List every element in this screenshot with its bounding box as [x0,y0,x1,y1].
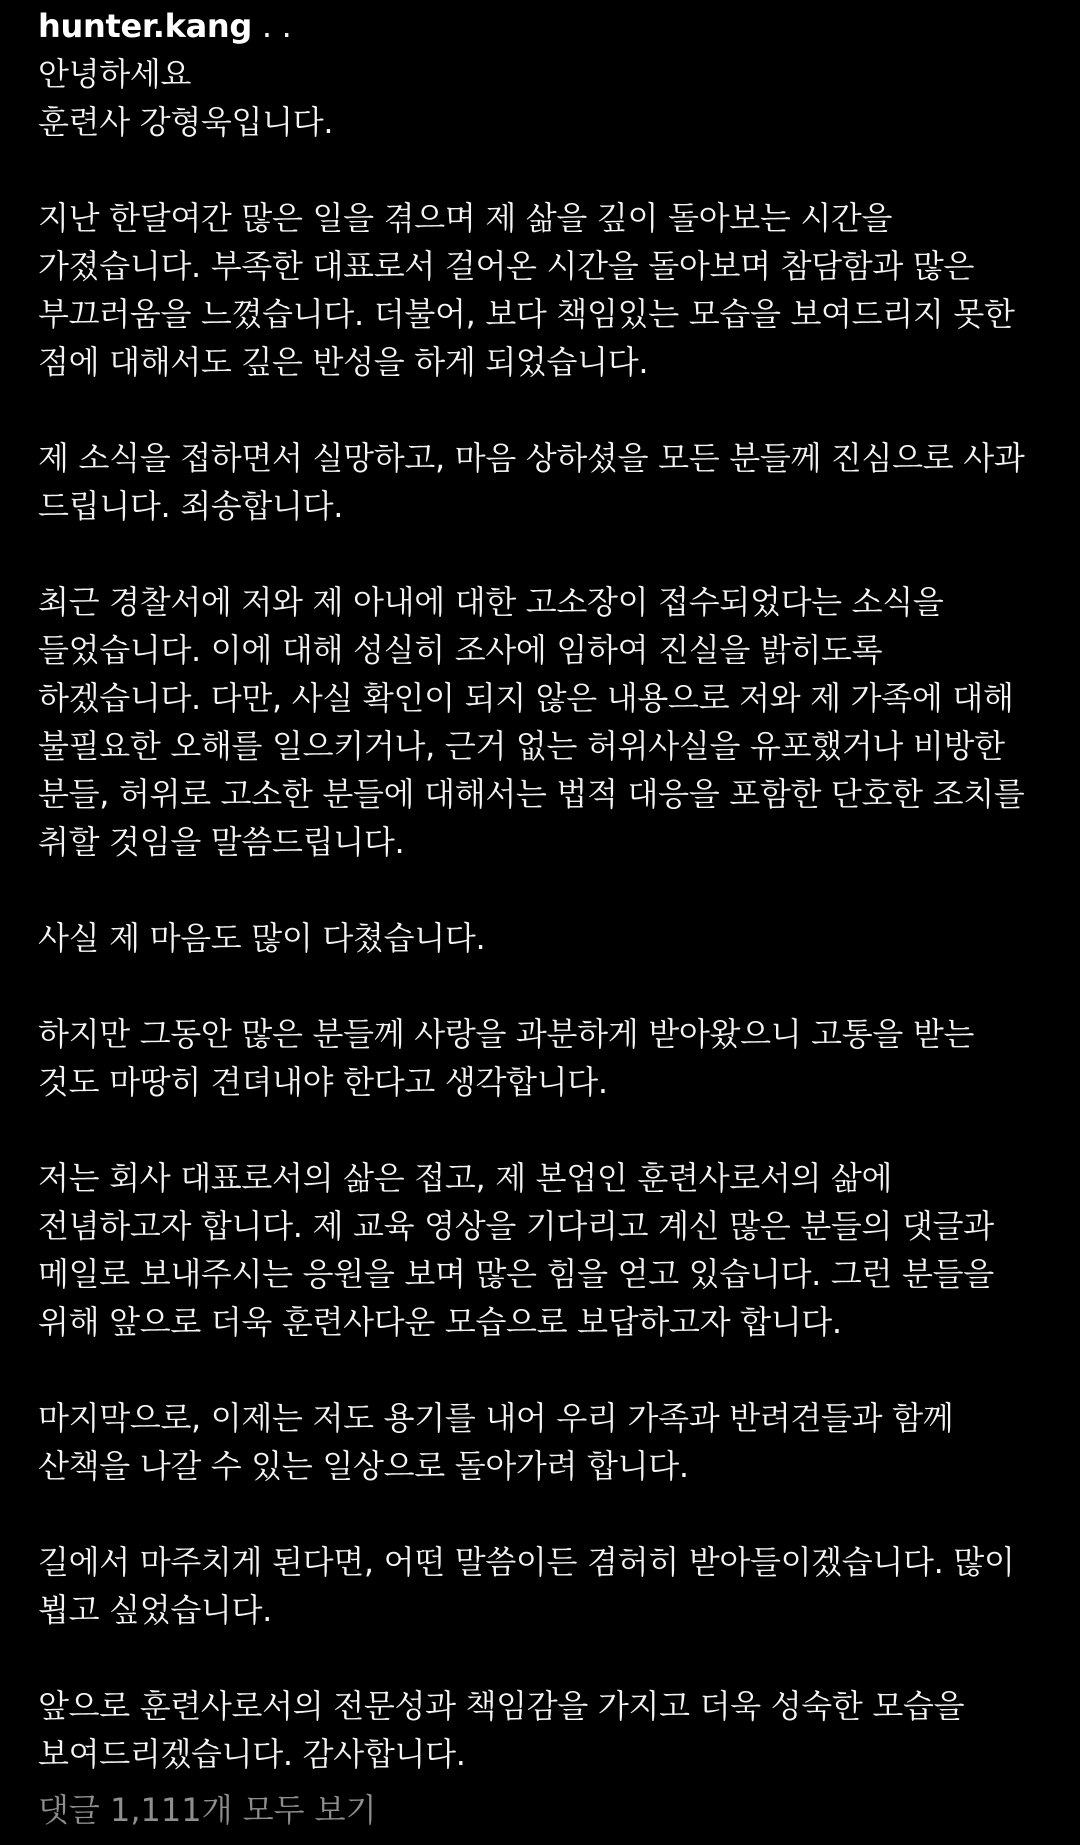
caption-line: 불필요한 오해를 일으키거나, 근거 없는 허위사실을 유포했거나 비방한 [38,727,1005,765]
caption-blank-line [38,1346,1042,1394]
caption-line: 산책을 나갈 수 있는 일상으로 돌아가려 합니다. [38,1447,689,1485]
caption-line: 하지만 그동안 많은 분들께 사랑을 과분하게 받아왔으니 고통을 받는 [38,1015,975,1053]
caption-blank-line [38,146,1042,194]
caption-blank-line [38,530,1042,578]
caption-line: 사실 제 마음도 많이 다쳤습니다. [38,919,486,957]
caption-line: 점에 대해서도 깊은 반성을 하게 되었습니다. [38,343,649,381]
caption-header [38,2,1042,50]
caption-line: 훈련사 강형욱입니다. [38,103,334,141]
caption-text [38,50,1042,1778]
caption-blank-line [38,1106,1042,1154]
caption-line: 가졌습니다. 부족한 대표로서 걸어온 시간을 돌아보며 참담함과 많은 [38,247,975,285]
caption-line: 하겠습니다. 다만, 사실 확인이 되지 않은 내용으로 저와 제 가족에 대해 [38,679,1014,717]
caption-line: 안녕하세요 [38,55,192,93]
caption-line: 들었습니다. 이에 대해 성실히 조사에 임하여 진실을 밝히도록 [38,631,883,669]
caption-line: 취할 것임을 말씀드립니다. [38,823,405,861]
view-all-comments-link[interactable]: 댓글 1,111개 모두 보기 [38,1791,377,1829]
caption-line: 마지막으로, 이제는 저도 용기를 내어 우리 가족과 반려견들과 함께 [38,1399,954,1437]
caption-blank-line [38,1634,1042,1682]
caption-blank-line [38,386,1042,434]
caption-line: 지난 한달여간 많은 일을 겪으며 제 삶을 깊이 돌아보는 시간을 [38,199,893,237]
caption-blank-line [38,1490,1042,1538]
caption-blank-line [38,866,1042,914]
username-link[interactable]: hunter.kang [38,7,252,45]
caption-line: 부끄러움을 느꼈습니다. 더불어, 보다 책임있는 모습을 보여드리지 못한 [38,295,1015,333]
caption-line: 전념하고자 합니다. 제 교육 영상을 기다리고 계신 많은 분들의 댓글과 [38,1207,994,1245]
caption-line: 메일로 보내주시는 응원을 보며 많은 힘을 얻고 있습니다. 그런 분들을 [38,1255,994,1293]
caption-blank-line [38,962,1042,1010]
caption-line: 분들, 허위로 고소한 분들에 대해서는 법적 대응을 포함한 단호한 조치를 [38,775,1025,813]
username-suffix: . . [251,7,292,45]
caption-line: 저는 회사 대표로서의 삶은 접고, 제 본업인 훈련사로서의 삶에 [38,1159,893,1197]
caption-line: 것도 마땅히 견뎌내야 한다고 생각합니다. [38,1063,608,1101]
caption-line: 제 소식을 접하면서 실망하고, 마음 상하셨을 모든 분들께 진심으로 사과 [38,439,1025,477]
caption-line: 앞으로 훈련사로서의 전문성과 책임감을 가지고 더욱 성숙한 모습을 [38,1687,965,1725]
caption-line: 길에서 마주치게 된다면, 어떤 말씀이든 겸허히 받아들이겠습니다. 많이 [38,1543,1015,1581]
caption-line: 드립니다. 죄송합니다. [38,487,344,525]
caption-line: 보여드리겠습니다. 감사합니다. [38,1735,466,1773]
caption-line: 최근 경찰서에 저와 제 아내에 대한 고소장이 접수되었다는 소식을 [38,583,944,621]
caption-block [38,0,1042,1778]
caption-line: 위해 앞으로 더욱 훈련사다운 모습으로 보답하고자 합니다. [38,1303,842,1341]
caption-line: 뵙고 싶었습니다. [38,1591,273,1629]
